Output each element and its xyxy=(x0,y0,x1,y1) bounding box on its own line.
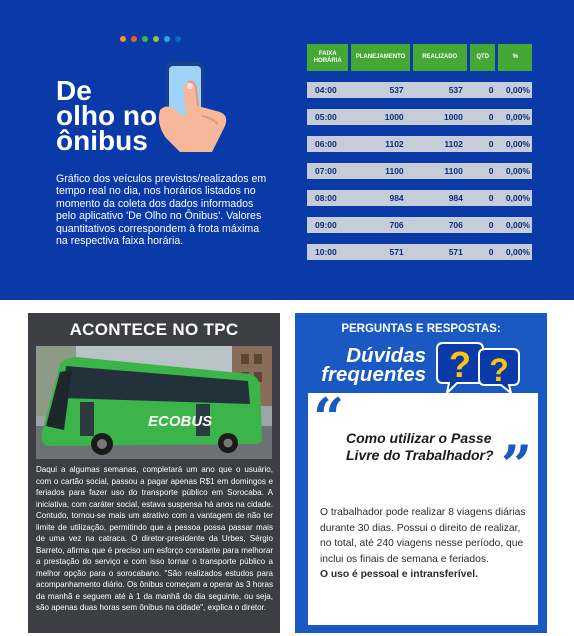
cell-planned: 571 xyxy=(389,247,404,257)
cell-qty: 0 xyxy=(488,139,494,149)
faq-answer-strong: O uso é pessoal e intransferível. xyxy=(320,569,478,580)
faq-subtitle-line2: frequentes xyxy=(321,363,426,386)
cell-done: 1102 xyxy=(444,139,463,149)
cell-time: 08:00 xyxy=(315,193,337,203)
cell-planned: 706 xyxy=(389,220,404,230)
hand-holding-phone-icon xyxy=(150,58,240,154)
cell-done: 571 xyxy=(448,247,463,257)
hero-description: Gráfico dos veículos previstos/realizados em tempo real no dia, nos horários listados no momento da coleta dos dados informados pelo aplicativo 'De Olho no Ônibus'. Valores quantitativos correspondem à frota máxima na respectiva faixa horária. xyxy=(56,173,267,248)
header-qtd: QTD xyxy=(470,44,496,71)
faq-card xyxy=(295,313,547,633)
hero-title-line2: olho no xyxy=(56,100,158,131)
hero-panel xyxy=(0,0,574,300)
cell-qty: 0 xyxy=(488,85,494,95)
cell-planned: 1000 xyxy=(384,112,404,122)
news-body: Daqui a algumas semanas, completará um ano que o usuário, com o cartão social, passou a pagar apenas R$1 em domingos e feriados para fazer uso do transporte público em Sorocaba. A iniciativa, com caráter social, estava suspensa há anos na cidade. Contudo, tornou-se mais um atrativo com a vantagem de não ter limite de utilização, permitindo que a pessoa possa passar mais de uma vez na catraca. O diretor-presidente da Urbes, Sérgio Barreto, afirma que é preciso um esforço constante para melhorar a prestação do serviço e com isso tornar o transporte público a melhor opção para o sorocabano. "São realizados estudos para acompanhamento diário. Os ônibus começam a operar às 3 horas da manhã e seguem até à 1 da manhã do dia seguinte, ou seja, são apenas duas horas sem ônibus na cidade", explica o diretor. xyxy=(36,465,273,612)
table-row xyxy=(307,190,532,206)
cell-done: 706 xyxy=(448,220,463,230)
quote-open-icon: “ xyxy=(313,386,345,450)
svg-text:?: ? xyxy=(489,352,509,388)
cell-qty: 0 xyxy=(488,247,494,257)
faq-subtitle-line1: Dúvidas xyxy=(346,344,426,367)
cell-qty: 0 xyxy=(488,220,494,230)
header-planejamento: PLANEJAMENTO xyxy=(351,44,409,71)
hero-title xyxy=(56,75,158,156)
faq-question: Como utilizar o Passe Livre do Trabalhador? xyxy=(346,430,494,463)
cell-time: 05:00 xyxy=(315,112,337,122)
cell-planned: 1102 xyxy=(385,139,404,149)
news-card xyxy=(28,313,280,633)
dot-lime xyxy=(153,36,159,42)
hero-title-line3: ônibus xyxy=(56,125,148,156)
fleet-table xyxy=(307,44,532,260)
header-percent: % xyxy=(498,44,532,71)
dot-red xyxy=(131,36,137,42)
decorative-dots xyxy=(120,36,181,42)
faq-answer-text: O trabalhador pode realizar 8 viagens diárias durante 30 dias. Possui o direito de realizar, no total, até 240 viagens nesse período, que inclui os finais de semana e feriados. xyxy=(320,507,526,565)
news-title: ACONTECE NO TPC xyxy=(69,320,239,339)
cell-qty: 0 xyxy=(488,166,494,176)
quote-close-icon: ” xyxy=(500,433,532,497)
table-row xyxy=(307,109,532,125)
cell-time: 10:00 xyxy=(315,247,337,257)
faq-answer xyxy=(320,505,532,583)
header-faixa-horaria: FAIXA HORÁRIA xyxy=(307,44,348,71)
header-realizado: REALIZADO xyxy=(413,44,467,71)
electric-bus-photo xyxy=(36,346,272,459)
cell-percent: 0,00% xyxy=(505,112,530,122)
faq-box xyxy=(308,386,538,625)
svg-text:?: ? xyxy=(449,344,471,385)
cell-planned: 1100 xyxy=(385,166,404,176)
cell-qty: 0 xyxy=(488,193,494,203)
cell-planned: 537 xyxy=(389,85,404,95)
cell-planned: 984 xyxy=(389,193,404,203)
cell-done: 1000 xyxy=(443,112,463,122)
table-row xyxy=(307,163,532,179)
cell-time: 06:00 xyxy=(315,139,337,149)
table-row xyxy=(307,82,532,98)
cell-time: 04:00 xyxy=(315,85,337,95)
cell-percent: 0,00% xyxy=(505,193,530,203)
cell-percent: 0,00% xyxy=(505,220,530,230)
cell-time: 09:00 xyxy=(315,220,337,230)
faq-header: PERGUNTAS E RESPOSTAS: xyxy=(341,323,501,335)
table-row xyxy=(307,136,532,152)
table-header xyxy=(307,44,532,71)
cell-percent: 0,00% xyxy=(505,85,530,95)
dot-orange xyxy=(120,36,126,42)
cell-percent: 0,00% xyxy=(505,139,530,149)
faq-subtitle xyxy=(319,346,426,384)
question-marks-icon xyxy=(433,341,523,397)
bus-brand-text: ECOBUS xyxy=(148,413,213,430)
table-row xyxy=(307,244,532,260)
cell-percent: 0,00% xyxy=(505,166,530,176)
bus-image xyxy=(36,346,272,459)
dot-blue xyxy=(175,36,181,42)
cell-done: 537 xyxy=(448,85,463,95)
cell-percent: 0,00% xyxy=(505,247,530,257)
table-row xyxy=(307,217,532,233)
cell-time: 07:00 xyxy=(315,166,337,176)
dot-green xyxy=(142,36,148,42)
dot-cyan xyxy=(164,36,170,42)
hero-title-line1: De xyxy=(56,75,92,106)
cell-done: 1100 xyxy=(444,166,463,176)
cell-qty: 0 xyxy=(488,112,494,122)
cell-done: 984 xyxy=(448,193,463,203)
